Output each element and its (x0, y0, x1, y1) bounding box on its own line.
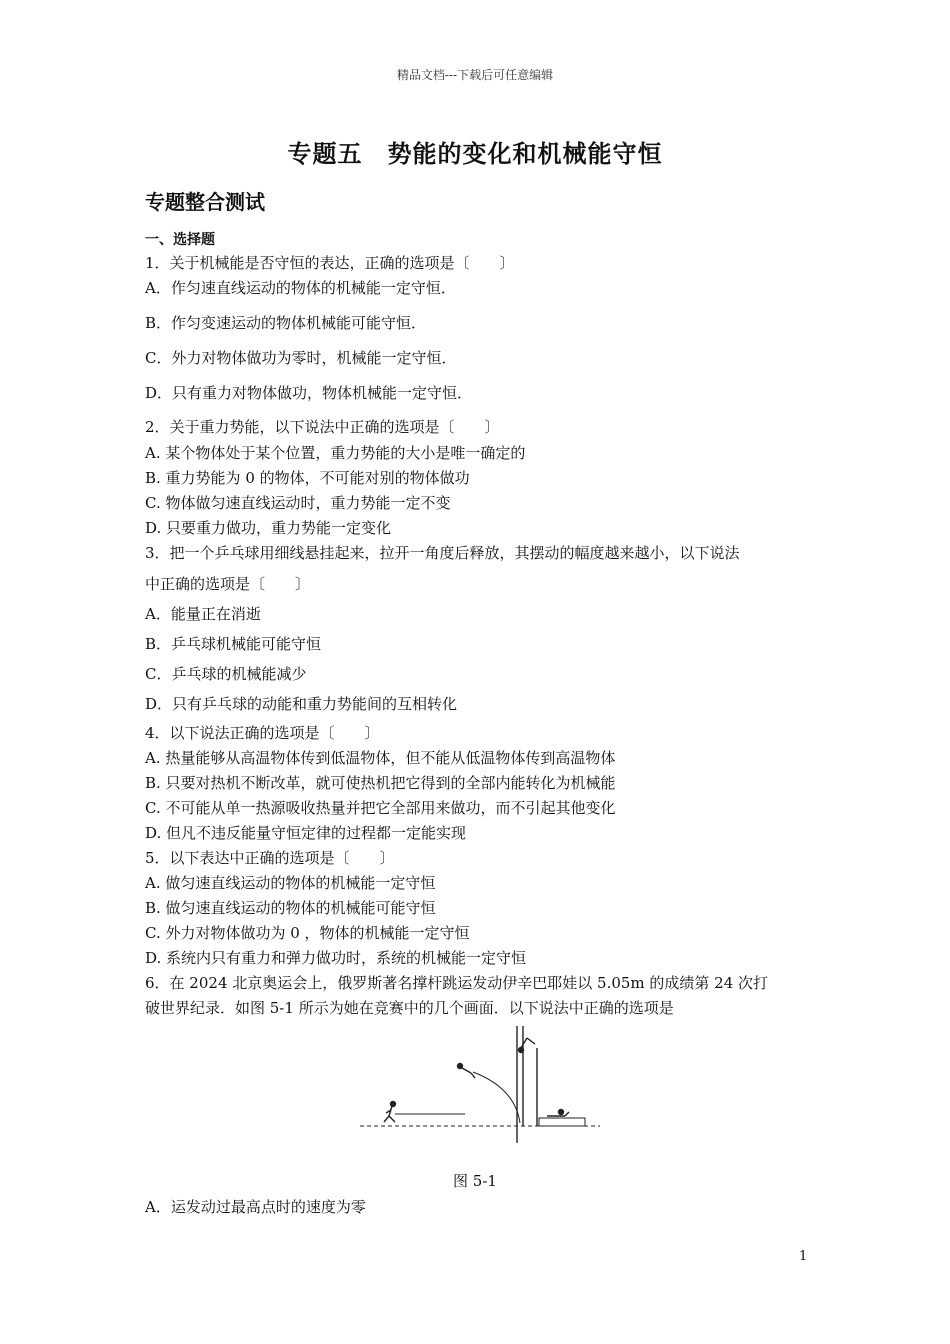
question-6: 6．在 2024 北京奥运会上，俄罗斯著名撑杆跳运发动伊辛巴耶娃以 5.05m 的成绩第 24 次打 (145, 974, 769, 992)
question-6-cont: 破世界纪录．如图 5-1 所示为她在竞赛中的几个画面．以下说法中正确的选项是 (145, 999, 674, 1017)
question-2: 2．关于重力势能，以下说法中正确的选项是〔 〕 (145, 418, 500, 436)
option-4c: C. 不可能从单一热源吸收热量并把它全部用来做功，而不引起其他变化 (145, 799, 616, 817)
option-4a: A. 热量能够从高温物体传到低温物体，但不能从低温物体传到高温物体 (145, 749, 616, 767)
option-2d: D. 只要重力做功，重力势能一定变化 (145, 519, 392, 537)
option-3d: D．只有乒乓球的动能和重力势能间的互相转化 (145, 695, 458, 713)
question-type-heading: 一、选择题 (145, 232, 215, 248)
page-header: 精品文档---下载后可任意编辑 (396, 68, 554, 82)
option-5b: B. 做匀速直线运动的物体的机械能可能守恒 (145, 899, 436, 917)
figure-caption: 图 5-1 (453, 1172, 497, 1190)
option-4d: D. 但凡不违反能量守恒定律的过程都一定能实现 (145, 824, 467, 842)
question-4: 4．以下说法正确的选项是〔 〕 (145, 724, 380, 742)
option-5c: C. 外力对物体做功为 0 ，物体的机械能一定守恒 (145, 924, 470, 942)
option-1b: B．作匀变速运动的物体机械能可能守恒． (145, 314, 427, 332)
option-1c: C．外力对物体做功为零时，机械能一定守恒． (145, 349, 457, 367)
section-title: 专题整合测试 (145, 190, 265, 214)
option-3a: A．能量正在消逝 (145, 605, 261, 623)
question-3-cont: 中正确的选项是〔 〕 (145, 575, 311, 593)
option-3c: C．乒乓球的机械能减少 (145, 665, 307, 683)
page-title: 专题五 势能的变化和机械能守恒 (287, 140, 663, 168)
pole-vault-figure (355, 1018, 605, 1148)
question-3: 3．把一个乒乓球用细线悬挂起来，拉开一角度后释放，其摆动的幅度越来越小，以下说法 (145, 544, 740, 562)
option-5d: D. 系统内只有重力和弹力做功时，系统的机械能一定守恒 (145, 949, 527, 967)
option-2b: B. 重力势能为 0 的物体，不可能对别的物体做功 (145, 469, 470, 487)
option-3b: B．乒乓球机械能可能守恒 (145, 635, 322, 653)
page-number: 1 (799, 1249, 808, 1264)
option-1a: A．作匀速直线运动的物体的机械能一定守恒． (145, 279, 456, 297)
option-5a: A. 做匀速直线运动的物体的机械能一定守恒 (145, 874, 436, 892)
option-1d: D．只有重力对物体做功，物体机械能一定守恒． (145, 384, 473, 402)
question-1: 1．关于机械能是否守恒的表达，正确的选项是〔 〕 (145, 254, 515, 272)
option-4b: B. 只要对热机不断改革，就可使热机把它得到的全部内能转化为机械能 (145, 774, 616, 792)
option-2a: A. 某个物体处于某个位置，重力势能的大小是唯一确定的 (145, 444, 526, 462)
option-2c: C. 物体做匀速直线运动时，重力势能一定不变 (145, 494, 451, 512)
question-5: 5．以下表达中正确的选项是〔 〕 (145, 849, 395, 867)
option-6a: A．运发动过最高点时的速度为零 (145, 1198, 366, 1216)
